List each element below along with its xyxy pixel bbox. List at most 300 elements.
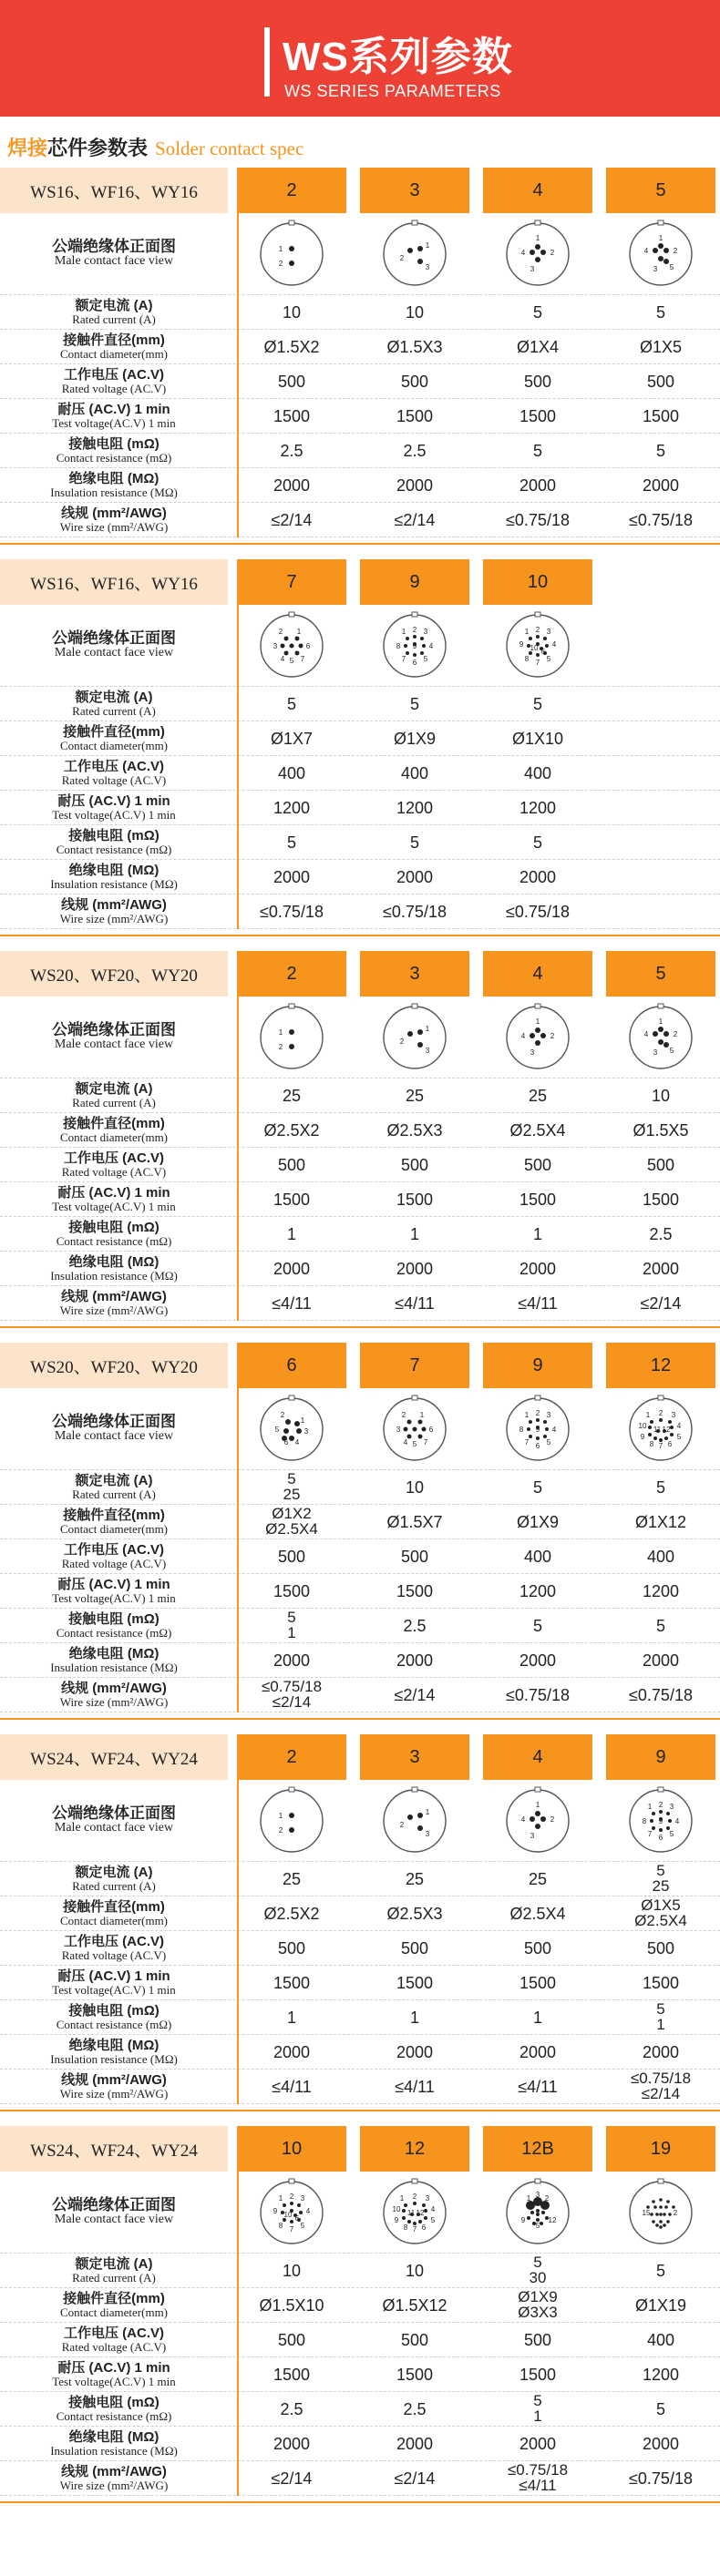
spec-value: 1500 bbox=[273, 406, 311, 425]
svg-text:4: 4 bbox=[294, 1437, 300, 1446]
svg-text:6: 6 bbox=[658, 1833, 663, 1842]
row-label bbox=[0, 690, 228, 717]
spec-value: Ø1.5X7 bbox=[386, 1512, 443, 1531]
row-label-en: Insulation resistance (MΩ) bbox=[50, 1660, 178, 1674]
spec-row-voltage bbox=[0, 756, 720, 791]
face-view-cell bbox=[606, 2176, 715, 2249]
row-label-cn: 耐压 (AC.V) 1 min bbox=[57, 1184, 170, 1201]
spec-value: 2000 bbox=[273, 1259, 311, 1278]
face-view-row bbox=[0, 1388, 720, 1470]
svg-text:4: 4 bbox=[280, 654, 285, 663]
spec-row-test bbox=[0, 1182, 720, 1217]
svg-text:2: 2 bbox=[550, 1031, 555, 1040]
connector-face-icon bbox=[255, 1001, 328, 1074]
svg-text:11: 11 bbox=[406, 2208, 416, 2217]
spec-value: ≤0.75/18 bbox=[506, 902, 570, 921]
face-view-cell bbox=[606, 218, 715, 291]
series-label: WS20、WF20、WY20 bbox=[0, 1343, 228, 1388]
row-label bbox=[0, 2197, 228, 2227]
spec-value: 5 1 bbox=[656, 2000, 665, 2033]
face-view-cell bbox=[483, 1001, 592, 1074]
svg-text:1: 1 bbox=[399, 2193, 405, 2203]
svg-text:2: 2 bbox=[399, 1037, 405, 1046]
spec-row-resist bbox=[0, 1609, 720, 1643]
series-label: WS24、WF24、WY24 bbox=[0, 2126, 228, 2172]
connector-face-icon bbox=[501, 1393, 574, 1466]
face-view-row bbox=[0, 1780, 720, 1862]
face-view-cell bbox=[606, 1001, 715, 1074]
spec-value: Ø1X7 bbox=[270, 729, 314, 748]
pin-count-header: 12B bbox=[483, 2126, 592, 2172]
row-label-cn: 绝缘电阻 (MΩ) bbox=[68, 1645, 159, 1661]
spec-value: 2000 bbox=[642, 1651, 680, 1670]
spec-row-wire bbox=[0, 1286, 720, 1321]
spec-value: 500 bbox=[523, 372, 552, 391]
connector-face-icon bbox=[624, 2176, 697, 2249]
pin-count-header: 7 bbox=[237, 559, 346, 605]
row-label-cn: 绝缘电阻 (MΩ) bbox=[68, 470, 159, 486]
row-label bbox=[0, 864, 228, 890]
row-label-cn: 接触电阻 (mΩ) bbox=[68, 2002, 159, 2019]
pin-count-header: 12 bbox=[360, 2126, 469, 2172]
spec-value: 2.5 bbox=[649, 1224, 673, 1243]
face-view-row bbox=[0, 605, 720, 687]
spec-value: 1500 bbox=[519, 2365, 557, 2384]
svg-text:5: 5 bbox=[669, 262, 674, 271]
svg-text:2: 2 bbox=[278, 1042, 283, 1051]
row-label-en: Contact resistance (mΩ) bbox=[56, 450, 172, 465]
face-view-cell bbox=[483, 1784, 592, 1857]
spec-value: ≤0.75/18 ≤2/14 bbox=[630, 2070, 692, 2102]
spec-row-diameter bbox=[0, 1896, 720, 1931]
spec-value: Ø1X19 bbox=[634, 2295, 687, 2315]
spec-value: 2.5 bbox=[280, 2399, 303, 2418]
spec-value: Ø1.5X10 bbox=[259, 2295, 324, 2315]
face-view-cell bbox=[237, 1784, 346, 1857]
row-label bbox=[0, 333, 228, 360]
connector-face-icon bbox=[501, 609, 574, 682]
svg-text:1: 1 bbox=[425, 240, 430, 250]
connector-face-icon bbox=[624, 1001, 697, 1074]
row-label bbox=[0, 1805, 228, 1835]
svg-text:8: 8 bbox=[278, 2221, 283, 2230]
svg-text:8: 8 bbox=[396, 641, 401, 650]
row-label bbox=[0, 1221, 228, 1247]
spec-value: 500 bbox=[400, 372, 429, 391]
section-header bbox=[0, 1343, 720, 1388]
row-label-en: Insulation resistance (MΩ) bbox=[50, 2443, 178, 2458]
spec-value: 25 bbox=[282, 1869, 302, 1888]
row-label-en: Contact diameter(mm) bbox=[59, 1913, 169, 1927]
face-view-cell bbox=[237, 1001, 346, 1074]
row-label bbox=[0, 1255, 228, 1282]
pin-count-header: 10 bbox=[483, 559, 592, 605]
svg-text:5: 5 bbox=[669, 1829, 674, 1838]
row-label-cn: 公端绝缘体正面图 bbox=[52, 629, 176, 648]
face-view-cell bbox=[483, 1393, 592, 1466]
row-label-cn: 接触电阻 (mΩ) bbox=[68, 1610, 159, 1627]
row-label-cn: 线规 (mm²/AWG) bbox=[61, 505, 167, 521]
series-label: WS20、WF20、WY20 bbox=[0, 951, 228, 997]
svg-text:8: 8 bbox=[519, 1425, 524, 1434]
row-label-cn: 工作电压 (AC.V) bbox=[64, 758, 164, 774]
spec-value: 5 bbox=[532, 694, 542, 713]
spec-value: 2000 bbox=[519, 2434, 557, 2453]
svg-text:9: 9 bbox=[520, 2215, 526, 2224]
svg-text:2: 2 bbox=[673, 246, 678, 255]
face-view-cell bbox=[237, 2176, 346, 2249]
spec-value: Ø1.5X12 bbox=[382, 2295, 447, 2315]
row-label-en: Rated voltage (AC.V) bbox=[61, 1164, 167, 1179]
spec-value: 400 bbox=[646, 2330, 675, 2349]
row-label-en: Insulation resistance (MΩ) bbox=[50, 485, 178, 499]
pin-count-header: 2 bbox=[237, 951, 346, 997]
pin-count-header: 5 bbox=[606, 168, 715, 213]
spec-row-diameter bbox=[0, 721, 720, 756]
spec-value: 1200 bbox=[519, 1581, 557, 1600]
spec-value: 1200 bbox=[273, 798, 311, 817]
spec-value: 1500 bbox=[396, 1973, 434, 1992]
spec-value: 5 bbox=[532, 1477, 542, 1497]
face-view-cell bbox=[360, 609, 469, 682]
row-label-cn: 接触电阻 (mΩ) bbox=[68, 827, 159, 843]
svg-text:5: 5 bbox=[300, 2221, 305, 2230]
row-label-en: Wire size (mm²/AWG) bbox=[59, 2478, 169, 2492]
spec-value: 500 bbox=[277, 1547, 306, 1566]
spec-value: Ø1X10 bbox=[511, 729, 564, 748]
row-label-cn: 耐压 (AC.V) 1 min bbox=[57, 401, 170, 417]
spec-value: ≤4/11 bbox=[518, 1293, 558, 1313]
spec-value: Ø1X12 bbox=[634, 1512, 687, 1531]
svg-text:2: 2 bbox=[278, 259, 283, 268]
spec-row-diameter bbox=[0, 2288, 720, 2323]
svg-text:3: 3 bbox=[530, 264, 535, 273]
svg-text:5: 5 bbox=[546, 1437, 551, 1446]
spec-value: ≤0.75/18 ≤4/11 bbox=[507, 2461, 569, 2494]
spec-value: 5 bbox=[655, 2399, 665, 2418]
banner-divider bbox=[264, 27, 270, 97]
section-end-line bbox=[0, 2110, 720, 2111]
svg-text:15: 15 bbox=[642, 2208, 651, 2217]
spec-value: 5 25 bbox=[652, 1862, 670, 1895]
svg-text:1: 1 bbox=[524, 1410, 530, 1419]
svg-text:4: 4 bbox=[551, 1425, 557, 1434]
spec-value: 1500 bbox=[273, 1581, 311, 1600]
spec-value: 2000 bbox=[396, 1259, 434, 1278]
spec-value: 2000 bbox=[396, 475, 434, 495]
spec-value: 1500 bbox=[519, 1190, 557, 1209]
row-label bbox=[0, 299, 228, 325]
spec-value: 1500 bbox=[519, 406, 557, 425]
svg-text:9: 9 bbox=[658, 1816, 663, 1825]
spec-value: 10 bbox=[282, 2261, 302, 2280]
svg-text:7: 7 bbox=[401, 654, 406, 663]
series-label: WS24、WF24、WY24 bbox=[0, 1734, 228, 1780]
spec-section bbox=[0, 1734, 720, 2111]
svg-text:10: 10 bbox=[283, 2210, 293, 2219]
svg-text:3: 3 bbox=[671, 1410, 676, 1419]
spec-row-test bbox=[0, 2357, 720, 2392]
spec-row-current bbox=[0, 1862, 720, 1896]
spec-row-insul bbox=[0, 2427, 720, 2461]
spec-value: 5 bbox=[409, 833, 419, 852]
spec-value: 5 1 bbox=[533, 2392, 542, 2425]
row-label-cn: 绝缘电阻 (MΩ) bbox=[68, 862, 159, 878]
spec-value: Ø1X9 bbox=[393, 729, 437, 748]
spec-row-diameter bbox=[0, 1505, 720, 1539]
svg-text:10: 10 bbox=[392, 2204, 401, 2213]
spec-value: 10 bbox=[651, 1086, 671, 1105]
face-view-cell bbox=[360, 1001, 469, 1074]
face-view-row bbox=[0, 213, 720, 295]
row-label bbox=[0, 1543, 228, 1569]
row-label bbox=[0, 1578, 228, 1604]
row-label bbox=[0, 2396, 228, 2422]
face-view-cell bbox=[360, 218, 469, 291]
spec-value: 2000 bbox=[519, 1651, 557, 1670]
spec-value: 5 bbox=[286, 833, 296, 852]
connector-face-icon bbox=[378, 2176, 451, 2249]
spec-value: 2000 bbox=[642, 2434, 680, 2453]
spec-value: 5 bbox=[655, 302, 665, 322]
spec-value: 2000 bbox=[273, 1651, 311, 1670]
spec-value: 500 bbox=[523, 1938, 552, 1958]
svg-text:1: 1 bbox=[278, 1027, 283, 1037]
row-label-cn: 接触电阻 (mΩ) bbox=[68, 435, 159, 452]
spec-row-wire bbox=[0, 503, 720, 537]
face-view-cell bbox=[483, 2176, 592, 2249]
row-label-cn: 额定电流 (A) bbox=[75, 1864, 153, 1880]
spec-value: Ø2.5X3 bbox=[386, 1120, 443, 1140]
spec-value: 500 bbox=[277, 2330, 306, 2349]
spec-section bbox=[0, 951, 720, 1328]
pin-count-header: 10 bbox=[237, 2126, 346, 2172]
svg-text:2: 2 bbox=[658, 1800, 663, 1809]
spec-value: 400 bbox=[646, 1547, 675, 1566]
pin-count-header: 9 bbox=[360, 559, 469, 605]
spec-value: 1500 bbox=[273, 1190, 311, 1209]
spec-value: 1500 bbox=[396, 1581, 434, 1600]
row-label bbox=[0, 1682, 228, 1708]
svg-text:1: 1 bbox=[425, 1024, 430, 1033]
section-gap bbox=[0, 1720, 720, 1734]
row-label bbox=[0, 2430, 228, 2457]
row-label-cn: 接触件直径(mm) bbox=[63, 1898, 165, 1915]
connector-face-icon bbox=[255, 1784, 328, 1857]
svg-text:1: 1 bbox=[300, 1416, 305, 1425]
svg-text:4: 4 bbox=[403, 1437, 408, 1446]
spec-value: 5 bbox=[532, 833, 542, 852]
spec-value: 1200 bbox=[519, 798, 557, 817]
spec-section bbox=[0, 2126, 720, 2503]
row-label-cn: 线规 (mm²/AWG) bbox=[61, 2071, 167, 2088]
spec-row-current bbox=[0, 1078, 720, 1113]
row-label-en: Rated voltage (AC.V) bbox=[61, 381, 167, 395]
svg-text:6: 6 bbox=[412, 658, 417, 667]
spec-row-insul bbox=[0, 1643, 720, 1678]
spec-value: ≤0.75/18 bbox=[629, 510, 693, 529]
row-label bbox=[0, 1508, 228, 1535]
row-label-cn: 耐压 (AC.V) 1 min bbox=[57, 792, 170, 809]
spec-row-wire bbox=[0, 2070, 720, 2104]
spec-value: 5 1 bbox=[287, 1609, 296, 1641]
row-label bbox=[0, 1647, 228, 1673]
svg-text:3: 3 bbox=[530, 1048, 535, 1057]
spec-value: 1200 bbox=[642, 1581, 680, 1600]
connector-face-icon bbox=[501, 2176, 574, 2249]
heading-spec-cn: 芯件参数表 bbox=[47, 137, 149, 159]
spec-value: 5 bbox=[532, 441, 542, 460]
row-label-cn: 公端绝缘体正面图 bbox=[52, 1804, 176, 1823]
row-label-cn: 工作电压 (AC.V) bbox=[64, 366, 164, 383]
section-gap bbox=[0, 1328, 720, 1343]
row-label-en: Wire size (mm²/AWG) bbox=[59, 1303, 169, 1317]
row-label-en: Rated voltage (AC.V) bbox=[61, 1947, 167, 1962]
spec-value: 5 bbox=[286, 694, 296, 713]
face-view-cell bbox=[483, 218, 592, 291]
row-label-en: Insulation resistance (MΩ) bbox=[50, 1268, 178, 1283]
connector-face-icon bbox=[378, 609, 451, 682]
face-view-cell bbox=[606, 1784, 715, 1857]
spec-section bbox=[0, 1343, 720, 1720]
svg-text:5: 5 bbox=[535, 2221, 540, 2230]
row-label-cn: 耐压 (AC.V) 1 min bbox=[57, 2359, 170, 2376]
pin-count-header: 12 bbox=[606, 1343, 715, 1388]
spec-value: 1500 bbox=[396, 406, 434, 425]
row-label bbox=[0, 1290, 228, 1316]
spec-row-diameter bbox=[0, 330, 720, 364]
svg-text:4: 4 bbox=[430, 2204, 436, 2213]
svg-text:6: 6 bbox=[305, 641, 311, 650]
row-label-en: Contact resistance (mΩ) bbox=[56, 1233, 172, 1248]
spec-value: 5 25 bbox=[283, 1470, 301, 1503]
svg-text:1: 1 bbox=[535, 1800, 540, 1809]
face-view-cell bbox=[483, 609, 592, 682]
row-label-cn: 额定电流 (A) bbox=[75, 2255, 153, 2272]
spec-value: ≤0.75/18 bbox=[383, 902, 447, 921]
svg-text:3: 3 bbox=[653, 264, 658, 273]
svg-text:3: 3 bbox=[653, 1048, 658, 1057]
pin-count-header: 9 bbox=[606, 1734, 715, 1780]
spec-value: ≤0.75/18 bbox=[506, 510, 570, 529]
face-view-cell bbox=[237, 1393, 346, 1466]
banner-subtitle: WS SERIES PARAMETERS bbox=[284, 82, 501, 100]
spec-value: 1200 bbox=[396, 798, 434, 817]
svg-text:1: 1 bbox=[526, 2193, 531, 2203]
row-label-en: Wire size (mm²/AWG) bbox=[59, 911, 169, 925]
spec-value: 500 bbox=[400, 1155, 429, 1174]
svg-text:8: 8 bbox=[524, 654, 530, 663]
svg-text:2: 2 bbox=[535, 1408, 540, 1417]
row-label bbox=[0, 437, 228, 464]
spec-row-wire bbox=[0, 1678, 720, 1712]
svg-text:1: 1 bbox=[535, 233, 540, 242]
section-end-line bbox=[0, 543, 720, 545]
connector-face-icon bbox=[501, 1784, 574, 1857]
spec-section bbox=[0, 168, 720, 545]
row-label bbox=[0, 2039, 228, 2065]
row-label-cn: 接触件直径(mm) bbox=[63, 1115, 165, 1131]
column-divider bbox=[237, 1388, 239, 1712]
spec-value: 2000 bbox=[273, 2434, 311, 2453]
row-label-cn: 绝缘电阻 (MΩ) bbox=[68, 2037, 159, 2053]
spec-value: Ø1X9 Ø3X3 bbox=[518, 2288, 558, 2321]
spec-value: 5 bbox=[409, 694, 419, 713]
svg-text:7: 7 bbox=[412, 2224, 417, 2234]
row-label-en: Test voltage(AC.V) 1 min bbox=[52, 415, 176, 430]
spec-row-insul bbox=[0, 468, 720, 503]
svg-text:5: 5 bbox=[430, 2215, 436, 2224]
spec-value: 5 bbox=[655, 1477, 665, 1497]
svg-text:1: 1 bbox=[658, 233, 663, 242]
svg-text:3: 3 bbox=[425, 262, 430, 271]
spec-value: ≤0.75/18 bbox=[260, 902, 324, 921]
section-gap bbox=[0, 2111, 720, 2126]
svg-text:4: 4 bbox=[676, 1421, 682, 1430]
svg-text:9: 9 bbox=[273, 2206, 278, 2215]
spec-value: Ø2.5X2 bbox=[263, 1120, 320, 1140]
spec-value: 1500 bbox=[273, 2365, 311, 2384]
spec-value: 2.5 bbox=[403, 2399, 427, 2418]
svg-text:9: 9 bbox=[412, 641, 417, 650]
row-label-en: Test voltage(AC.V) 1 min bbox=[52, 1590, 176, 1605]
face-view-row bbox=[0, 2172, 720, 2254]
row-label bbox=[0, 2361, 228, 2387]
connector-face-icon bbox=[624, 218, 697, 291]
row-label-cn: 耐压 (AC.V) 1 min bbox=[57, 1576, 170, 1592]
row-label-cn: 接触件直径(mm) bbox=[63, 1507, 165, 1523]
row-label-en: Rated current (A) bbox=[72, 1487, 156, 1501]
svg-text:2: 2 bbox=[550, 1814, 555, 1824]
svg-text:7: 7 bbox=[647, 1829, 653, 1838]
svg-text:2: 2 bbox=[280, 1410, 285, 1419]
row-label-en: Male contact face view bbox=[54, 254, 174, 269]
row-label bbox=[0, 1866, 228, 1892]
spec-value: Ø1X5 bbox=[639, 337, 683, 356]
pin-count-header: 4 bbox=[483, 951, 592, 997]
row-label-en: Insulation resistance (MΩ) bbox=[50, 876, 178, 891]
row-label-en: Contact resistance (mΩ) bbox=[56, 2408, 172, 2423]
connector-face-icon bbox=[624, 1784, 697, 1857]
row-label-en: Rated voltage (AC.V) bbox=[61, 772, 167, 787]
spec-value: Ø2.5X4 bbox=[509, 1904, 566, 1923]
svg-text:3: 3 bbox=[425, 2193, 430, 2203]
svg-text:3: 3 bbox=[396, 1425, 401, 1434]
row-label bbox=[0, 725, 228, 751]
svg-text:7: 7 bbox=[300, 654, 305, 663]
spec-value: 400 bbox=[523, 763, 552, 782]
svg-text:5: 5 bbox=[274, 1425, 280, 1434]
section-header bbox=[0, 2126, 720, 2172]
spec-value: Ø1X2 Ø2.5X4 bbox=[265, 1505, 318, 1538]
row-label-en: Wire size (mm²/AWG) bbox=[59, 2086, 169, 2101]
row-label bbox=[0, 760, 228, 786]
svg-text:5: 5 bbox=[412, 1439, 417, 1448]
spec-row-test bbox=[0, 791, 720, 825]
connector-face-icon bbox=[378, 1001, 451, 1074]
row-label-en: Male contact face view bbox=[54, 646, 174, 660]
spec-value: 1 bbox=[532, 2008, 542, 2027]
section-end-line bbox=[0, 935, 720, 936]
spec-value: 2000 bbox=[642, 1259, 680, 1278]
spec-value: 500 bbox=[646, 1938, 675, 1958]
spec-value: 1 bbox=[409, 1224, 419, 1243]
spec-row-voltage bbox=[0, 2323, 720, 2357]
svg-text:4: 4 bbox=[520, 1031, 526, 1040]
spec-value: ≤0.75/18 bbox=[506, 1685, 570, 1704]
spec-value: 5 bbox=[532, 302, 542, 322]
section-end-line bbox=[0, 1718, 720, 1720]
